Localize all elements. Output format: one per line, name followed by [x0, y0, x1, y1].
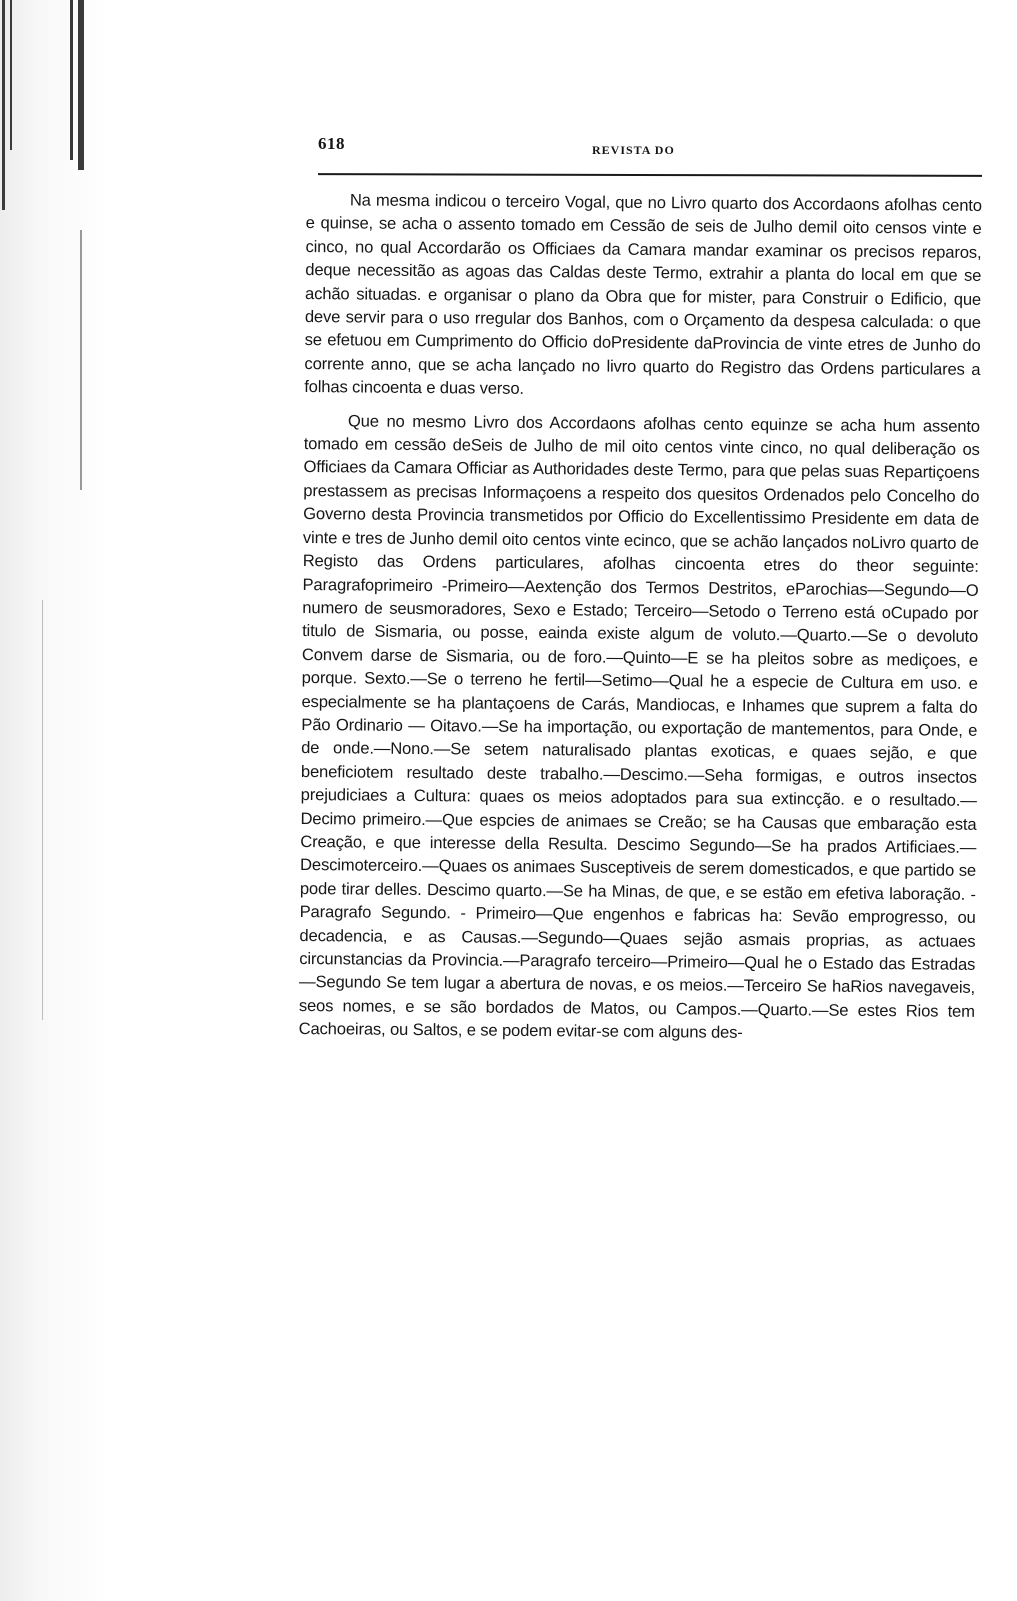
binding-shadow-mark [42, 600, 43, 1020]
page-header [318, 130, 982, 182]
page-number: 618 [318, 134, 345, 153]
scan-binding-edge [0, 0, 110, 1601]
paragraph: Que no mesmo Livro dos Accordaons afolhas cento equinze se acha hum assento tomado em cessão deSeis de Julho de mil oito centos vinte cinco, no qual deliberação os Officiaes da Camara Officiar as Authoridades deste Termo, para que pelas suas Repartiçoens prestassem as precisas Informaçoens a respeito dos quesitos Ordenados pelo Concelho do Governo desta Provincia transmetidos por Officio do Excellentissimo Presidente em data de vinte e tres de Junho demil oito centos vinte ecinco, que se achão lançados noLivro quarto de Registo das Ordens particulares, afolhas cincoenta etres do theor seguinte: Paragrafoprimeiro -Primeiro—Aextenção dos Termos Destritos, eParochias—Segundo—O numero de seusmoradores, Sexo e Estado; Terceiro—Setodo o Terreno está oCupado por titulo de Sismaria, ou posse, eainda existe algum de voluto.—Quarto.—Se o devoluto Convem darse de Sismaria, ou de foro.—Quinto—E se ha pleitos sobre as mediçoes, e porque. Sexto.—Se o terreno he fertil—Setimo—Qual he a especie de Cultura em uso. e especialmente se ha plantaçoens de Carás, Mandiocas, e Inhames que suprem a falta do Pão Ordinario — Oitavo.—Se ha importação, ou exportação de mantementos, para Onde, e de onde.—Nono.—Se setem naturalisado plantas exoticas, e quaes sejão, e que beneficiotem resultado deste trabalho.—Descimo.—Seha formigas, e outros insectos prejudiciaes a Cultura: quaes os meios adoptados para sua extincção. e o resultado.—Decimo primeiro.—Que espcies de animaes se Creão; se ha Causas que embaração esta Creação, e que interesse della Resulta. Descimo Segundo—Se ha prados Artificiaes.—Descimoterceiro.—Quaes os animaes Susceptiveis de serem domesticados, e que partido se pode tirar delles. Descimo quarto.—Se ha Minas, de que, e se estão em efetiva laboração. -Paragrafo Segundo. - Primeiro—Que engenhos e fabricas ha: Sevão emprogresso, ou decadencia, e as Causas.—Segundo—Quaes sejão asmais proprias, as actuaes circunstancias da Provincia.—Paragrafo terceiro—Primeiro—Qual he o Estado das Estradas—Segundo Se tem lugar a abertura de novas, e os meios.—Terceiro Se haRios navegaveis, seos nomes, e se são bordados de Matos, ou Campos.—Quarto.—Se estes Rios tem Cachoeiras, ou Saltos, e se podem evitar-se com alguns des- [298, 411, 981, 1043]
binding-shadow-mark [80, 230, 82, 490]
binding-shadow-mark [70, 0, 73, 160]
paragraph: Na mesma indicou o terceiro Vogal, que no Livro quarto dos Accordaons afolhas cento e quinse, se acha o assento tomado em Cessão de seis de Julho demil oito censos vinte e cinco, no qual Accordarão os Officiaes da Camara mandar examinar os precisos reparos, deque necessitão as agoas das Caldas deste Termo, extrahir a planta do local em que se achão situadas. e organisar o plano da Obra que for mister, para Construir o Edificio, que deve servir para o uso rregular dos Banhos, com o Orçamento da despesa calculada: o que se efetuou em Cumprimento do Officio doPresidente daProvincia de vinte etres de Junho do corrente anno, que se acha lançado no livro quarto do Registro das Ordens particulares a folhas cincoenta e duas verso. [304, 190, 982, 399]
binding-shadow-mark [2, 0, 5, 210]
binding-shadow-mark [10, 0, 12, 150]
header-rule [318, 173, 982, 177]
running-title: REVISTA DO [592, 143, 675, 157]
binding-shadow-mark [78, 0, 84, 170]
body-text [298, 188, 982, 1056]
